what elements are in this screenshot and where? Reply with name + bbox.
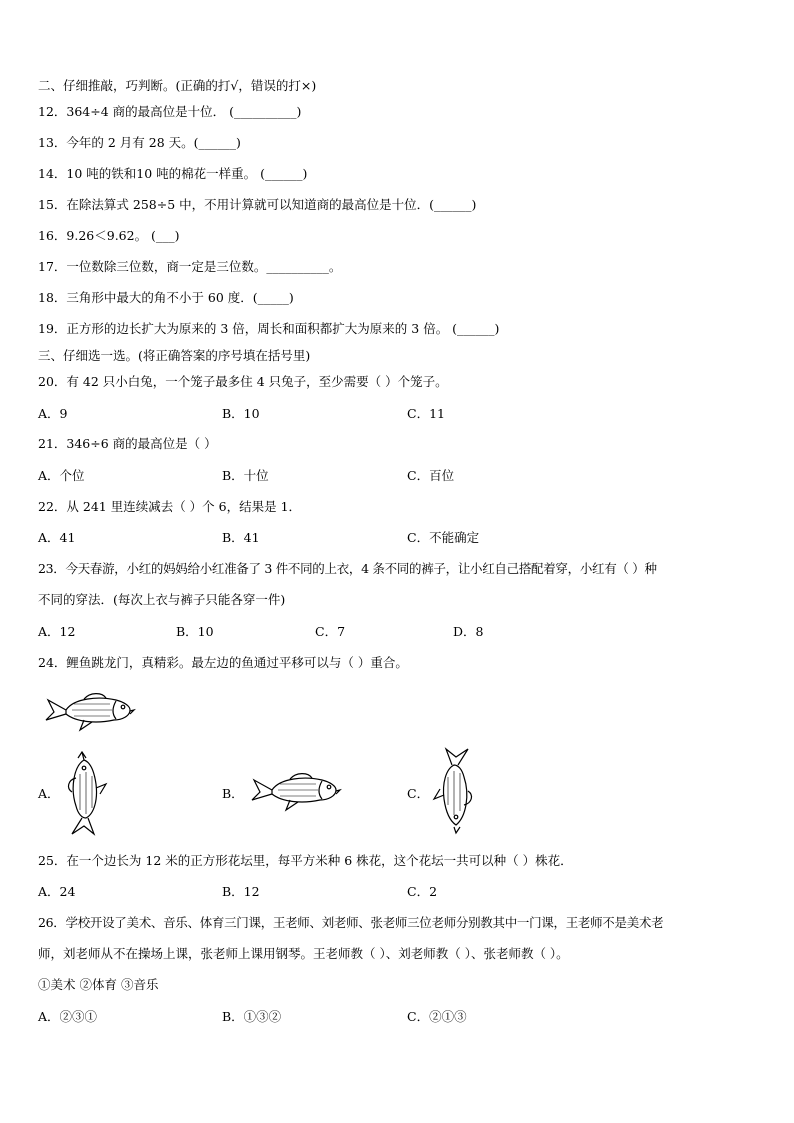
- question-22-option-b: B．41: [222, 530, 260, 545]
- question-25-option-a: A．24: [38, 884, 76, 899]
- question-24-option-a: A．: [38, 786, 60, 801]
- option-b-fish-image: [250, 770, 340, 814]
- question-22-stem: 22．从 241 里连续减去（ ）个 6，结果是 1．: [38, 499, 302, 514]
- question-25-option-c: C．2: [407, 884, 438, 899]
- question-26-option-c: C．②①③: [407, 1009, 467, 1024]
- section-2-heading: 二、仔细推敲，巧判断。(正确的打√，错误的打×): [38, 78, 317, 93]
- question-21-stem: 21．346÷6 商的最高位是（ ）: [38, 436, 217, 451]
- question-21-option-a: A．个位: [38, 468, 85, 483]
- option-c-fish-image: [430, 745, 482, 835]
- question-23-option-a: A．12: [38, 624, 76, 639]
- question-20-option-b: B．10: [222, 406, 260, 421]
- question-23-stem-line-1: 23．今天春游，小红的妈妈给小红准备了 3 件不同的上衣，4 条不同的裤子，让小红自己搭配着穿，小红有（ ）种: [38, 561, 657, 576]
- question-26-option-a: A．②③①: [38, 1009, 98, 1024]
- question-14: 14．10 吨的铁和10 吨的棉花一样重。 (______): [38, 166, 308, 181]
- question-21-option-b: B．十位: [222, 468, 269, 483]
- question-24-option-c: C．: [407, 786, 430, 801]
- question-13: 13．今年的 2 月有 28 天。(______): [38, 135, 241, 150]
- question-20-option-c: C．11: [407, 406, 445, 421]
- question-20-option-a: A．9: [38, 406, 68, 421]
- question-24-stem: 24．鲤鱼跳龙门，真精彩。最左边的鱼通过平移可以与（ ）重合。: [38, 655, 408, 670]
- question-26-option-b: B．①③②: [222, 1009, 282, 1024]
- question-26-choices: ①美术 ②体育 ③音乐: [38, 977, 159, 992]
- question-25-stem: 25．在一个边长为 12 米的正方形花坛里，每平方米种 6 株花，这个花坛一共可以种（ ）株花．: [38, 853, 573, 868]
- question-23-stem-line-2: 不同的穿法．(每次上衣与裤子只能各穿一件): [38, 592, 286, 607]
- question-23-option-c: C．7: [315, 624, 346, 639]
- question-18: 18．三角形中最大的角不小于 60 度．(_____): [38, 290, 294, 305]
- question-19: 19．正方形的边长扩大为原来的 3 倍，周长和面积都扩大为原来的 3 倍。 (______): [38, 321, 500, 336]
- question-22-option-c: C．不能确定: [407, 530, 480, 545]
- question-24-option-b: B．: [222, 786, 244, 801]
- question-15: 15．在除法算式 258÷5 中，不用计算就可以知道商的最高位是十位．(______): [38, 197, 477, 212]
- section-3-heading: 三、仔细选一选。(将正确答案的序号填在括号里): [38, 348, 311, 363]
- question-21-option-c: C．百位: [407, 468, 455, 483]
- question-23-option-d: D．8: [453, 624, 484, 639]
- question-22-option-a: A．41: [38, 530, 76, 545]
- reference-fish-image: [44, 690, 134, 734]
- question-17: 17．一位数除三位数，商一定是三位数。__________。: [38, 259, 342, 274]
- option-a-fish-image: [60, 748, 110, 836]
- question-23-option-b: B．10: [176, 624, 214, 639]
- question-16: 16．9.26＜9.62。 (___): [38, 228, 180, 243]
- question-26-stem-line-1: 26．学校开设了美术、音乐、体育三门课，王老师、刘老师、张老师三位老师分别教其中一门课，王老师不是美术老: [38, 915, 664, 930]
- question-25-option-b: B．12: [222, 884, 260, 899]
- question-26-stem-line-2: 师，刘老师从不在操场上课，张老师上课用钢琴。王老师教（ ）、刘老师教（ ）、张老师教（ ）。: [38, 946, 569, 961]
- question-12: 12．364÷4 商的最高位是十位． (__________): [38, 104, 302, 119]
- question-20-stem: 20．有 42 只小白兔，一个笼子最多住 4 只兔子，至少需要（ ）个笼子。: [38, 374, 448, 389]
